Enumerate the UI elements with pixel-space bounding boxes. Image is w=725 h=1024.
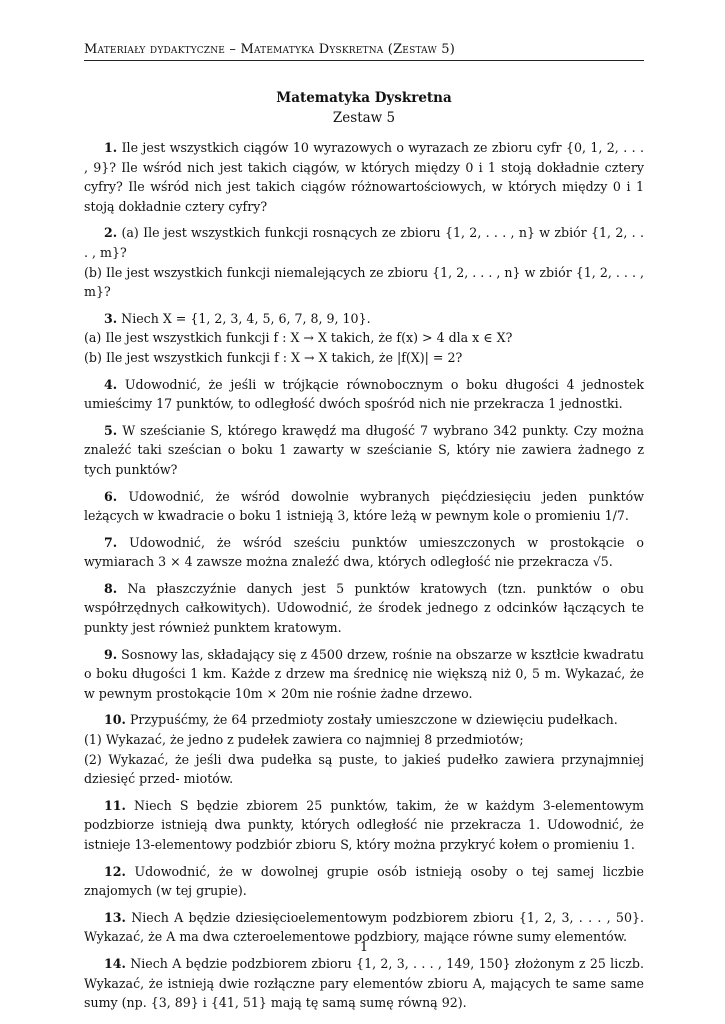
problem-text: Niech A będzie dziesięcioelementowym podzbiorem zbioru {1, 2, 3, . . . , 50}. Wykazać, że A ma dwa czteroelementowe podzbiory, mające równe sumy elementów. [84,909,644,945]
problem-text: Ile jest wszystkich ciągów 10 wyrazowych o wyrazach ze zbioru cyfr {0, 1, 2, . . . , 9}? Ile wśród nich jest takich ciągów, w których między 0 i 1 stoją dokładnie cztery cyfry? Ile wśród nich jest takich ciągów różnowartościowych, w których między 0 i 1 stoją dokładnie cztery cyfry? [84,140,644,214]
problem-text: Na płaszczyźnie danych jest 5 punktów kratowych (tzn. punktów o obu współrzędnych całkowitych). Udowodnić, że środek jednego z odcinków łączących te punkty jest również punktem kratowym. [84,580,644,636]
problem-number: 7. [104,534,118,550]
problem-4 [84,375,644,414]
problem-line: Niech X = {1, 2, 3, 4, 5, 6, 7, 8, 9, 10}. [121,310,371,326]
problem-number: 14. [104,955,126,971]
problem-text: Udowodnić, że jeśli w trójkącie równobocznym o boku długości 4 jednostek umieścimy 17 punktów, to odległość dwóch spośród nich nie przekracza 1 jednostki. [84,376,644,412]
problem-text: Udowodnić, że w dowolnej grupie osób istnieją osoby o tej samej liczbie znajomych (w tej grupie). [84,863,644,899]
problem-12 [84,862,644,901]
problem-11 [84,796,644,855]
problem-14 [84,954,644,1013]
problem-number: 4. [104,376,118,392]
running-header: Materiały dydaktyczne – Matematyka Dyskretna (Zestaw 5) [84,42,644,61]
problem-number: 12. [104,863,126,879]
problem-text: Udowodnić, że wśród sześciu punktów umieszczonych w prostokącie o wymiarach 3 × 4 zawsze można znaleźć dwa, których odległość nie przekracza √5. [84,534,644,570]
problem-9 [84,645,644,704]
problem-8 [84,579,644,638]
problem-text: Sosnowy las, składający się z 4500 drzew, rośnie na obszarze w ksztłcie kwadratu o boku długości 1 km. Każde z drzew ma średnicę nie większą niż 0, 5 m. Wykazać, że w pewnym prostokącie 10m × 20m nie rośnie żadne drzewo. [84,646,644,701]
problem-6 [84,487,644,526]
problem-2 [84,223,644,301]
problem-number: 8. [104,580,118,596]
problem-number: 13. [104,909,126,925]
document-subtitle: Zestaw 5 [332,110,396,126]
problem-line: Przypuśćmy, że 64 przedmioty zostały umieszczone w dziewięciu pudełkach. [129,712,618,728]
problem-3 [84,309,644,368]
problem-10 [84,710,644,788]
problem-text: Niech A będzie podzbiorem zbioru {1, 2, 3, . . . , 149, 150} złożonym z 25 liczb. Wykazać, że istnieją dwie rozłączne pary elementów zbioru A, mających te same same sumy (np. {3, 89} i {41, 51} mają tę samą sumę równą 92). [84,955,644,1011]
problem-1 [84,138,644,216]
problem-number: 6. [104,488,118,504]
problem-line: (a) Ile jest wszystkich funkcji rosnących ze zbioru {1, 2, . . . , n} w zbiór {1, 2, . . . , m}? [84,225,644,260]
problem-list [84,138,644,1020]
problem-5 [84,421,644,480]
problem-line: (b) Ile jest wszystkich funkcji f : X → X takich, że |f(X)| = 2? [84,349,463,365]
problem-number: 3. [104,310,118,326]
problem-number: 11. [104,797,126,813]
problem-line: (b) Ile jest wszystkich funkcji niemalejących ze zbioru {1, 2, . . . , n} w zbiór {1, 2, . . . , m}? [84,264,644,300]
problem-number: 1. [104,140,118,155]
problem-number: 5. [104,422,118,438]
problem-7 [84,533,644,572]
problem-number: 10. [104,712,126,728]
problem-text: W sześcianie S, którego krawędź ma długość 7 wybrano 342 punkty. Czy można znaleźć taki sześcian o boku 1 zawarty w sześcianie S, który nie zawiera żadnego z tych punktów? [84,422,644,477]
problem-number: 2. [104,225,118,241]
page-number: 1 [359,940,369,955]
problem-line: (1) Wykazać, że jedno z pudełek zawiera co najmniej 8 przedmiotów; [84,732,524,748]
problem-text: Niech S będzie zbiorem 25 punktów, takim, że w każdym 3-elementowym podzbiorze istnieją dwa punkty, których odległość nie przekracza 1. Udowodnić, że istnieje 13-elementowy podzbiór zbioru S, który można przykryć kołem o promieniu 1. [84,797,644,852]
problem-line: (a) Ile jest wszystkich funkcji f : X → X takich, że f(x) > 4 dla x ∈ X? [84,330,513,346]
problem-line: (2) Wykazać, że jeśli dwa pudełka są puste, to jakieś pudełko zawiera przynajmniej dziesięć przed- miotów. [84,751,644,787]
document-title: Matematyka Dyskretna [276,90,452,106]
problem-number: 9. [104,646,118,662]
problem-text: Udowodnić, że wśród dowolnie wybranych pięćdziesięciu jeden punktów leżących w kwadracie o boku 1 istnieją 3, które leżą w pewnym kole o promieniu 1/7. [84,488,644,524]
title-block [84,90,644,126]
